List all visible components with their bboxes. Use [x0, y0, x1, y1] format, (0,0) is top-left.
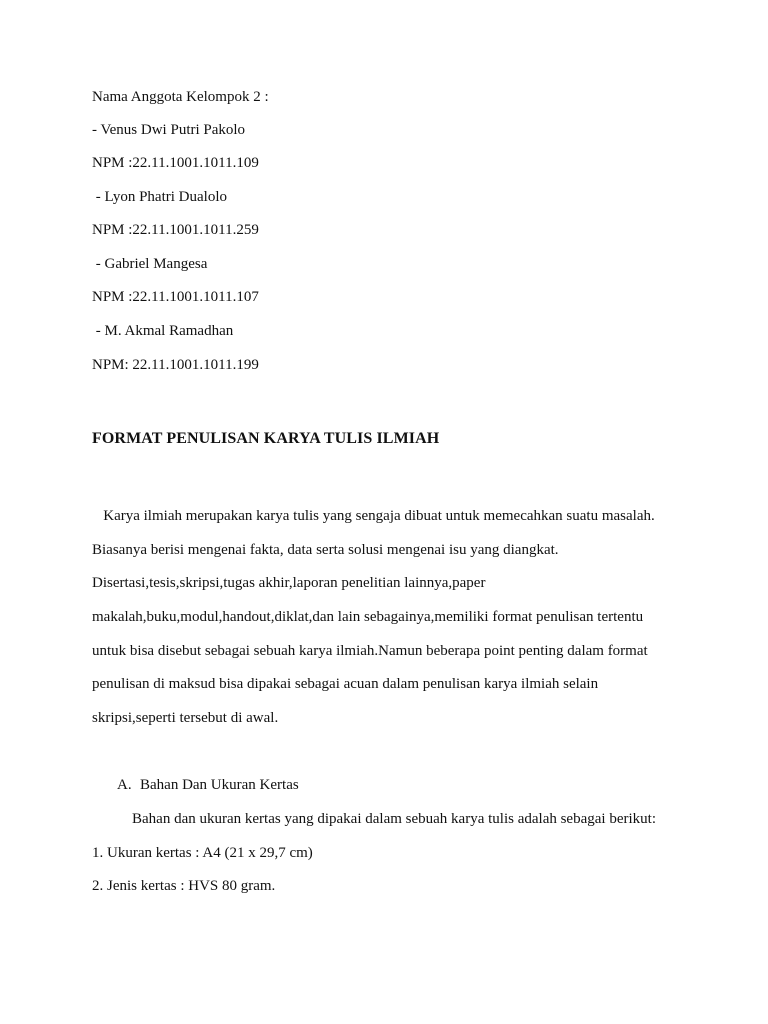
- intro-line-7: skripsi,seperti tersebut di awal.: [92, 710, 279, 726]
- intro-line-3: Disertasi,tesis,skripsi,tugas akhir,laporan penelitian lainnya,paper: [92, 575, 486, 591]
- member-npm-2: NPM :22.11.1001.1011.259: [92, 222, 259, 238]
- intro-line-1: Karya ilmiah merupakan karya tulis yang sengaja dibuat untuk memecahkan suatu masalah.: [92, 508, 655, 524]
- section-a-title: Bahan Dan Ukuran Kertas: [140, 777, 299, 793]
- member-name-3: - Gabriel Mangesa: [92, 256, 208, 272]
- intro-line-2: Biasanya berisi mengenai fakta, data serta solusi mengenai isu yang diangkat.: [92, 542, 559, 558]
- intro-line-6: penulisan di maksud bisa dipakai sebagai acuan dalam penulisan karya ilmiah selain: [92, 676, 599, 692]
- member-name-4: - M. Akmal Ramadhan: [92, 323, 234, 339]
- member-name-2: - Lyon Phatri Dualolo: [92, 189, 227, 205]
- members-title: Nama Anggota Kelompok 2 :: [92, 89, 269, 105]
- member-npm-4: NPM: 22.11.1001.1011.199: [92, 357, 259, 373]
- member-npm-1: NPM :22.11.1001.1011.109: [92, 155, 259, 171]
- section-a-item-2: 2. Jenis kertas : HVS 80 gram.: [92, 878, 276, 894]
- member-name-1: - Venus Dwi Putri Pakolo: [92, 122, 246, 138]
- intro-line-4: makalah,buku,modul,handout,diklat,dan lain sebagainya,memiliki format penulisan tertentu: [92, 609, 644, 625]
- document-heading: FORMAT PENULISAN KARYA TULIS ILMIAH: [92, 430, 440, 447]
- section-a-marker: A.: [117, 777, 132, 793]
- section-a-lead: Bahan dan ukuran kertas yang dipakai dalam sebuah karya tulis adalah sebagai berikut:: [132, 811, 656, 827]
- member-npm-3: NPM :22.11.1001.1011.107: [92, 289, 259, 305]
- section-a-item-1: 1. Ukuran kertas : A4 (21 x 29,7 cm): [92, 845, 313, 861]
- intro-line-5: untuk bisa disebut sebagai sebuah karya ilmiah.Namun beberapa point penting dalam format: [92, 643, 648, 659]
